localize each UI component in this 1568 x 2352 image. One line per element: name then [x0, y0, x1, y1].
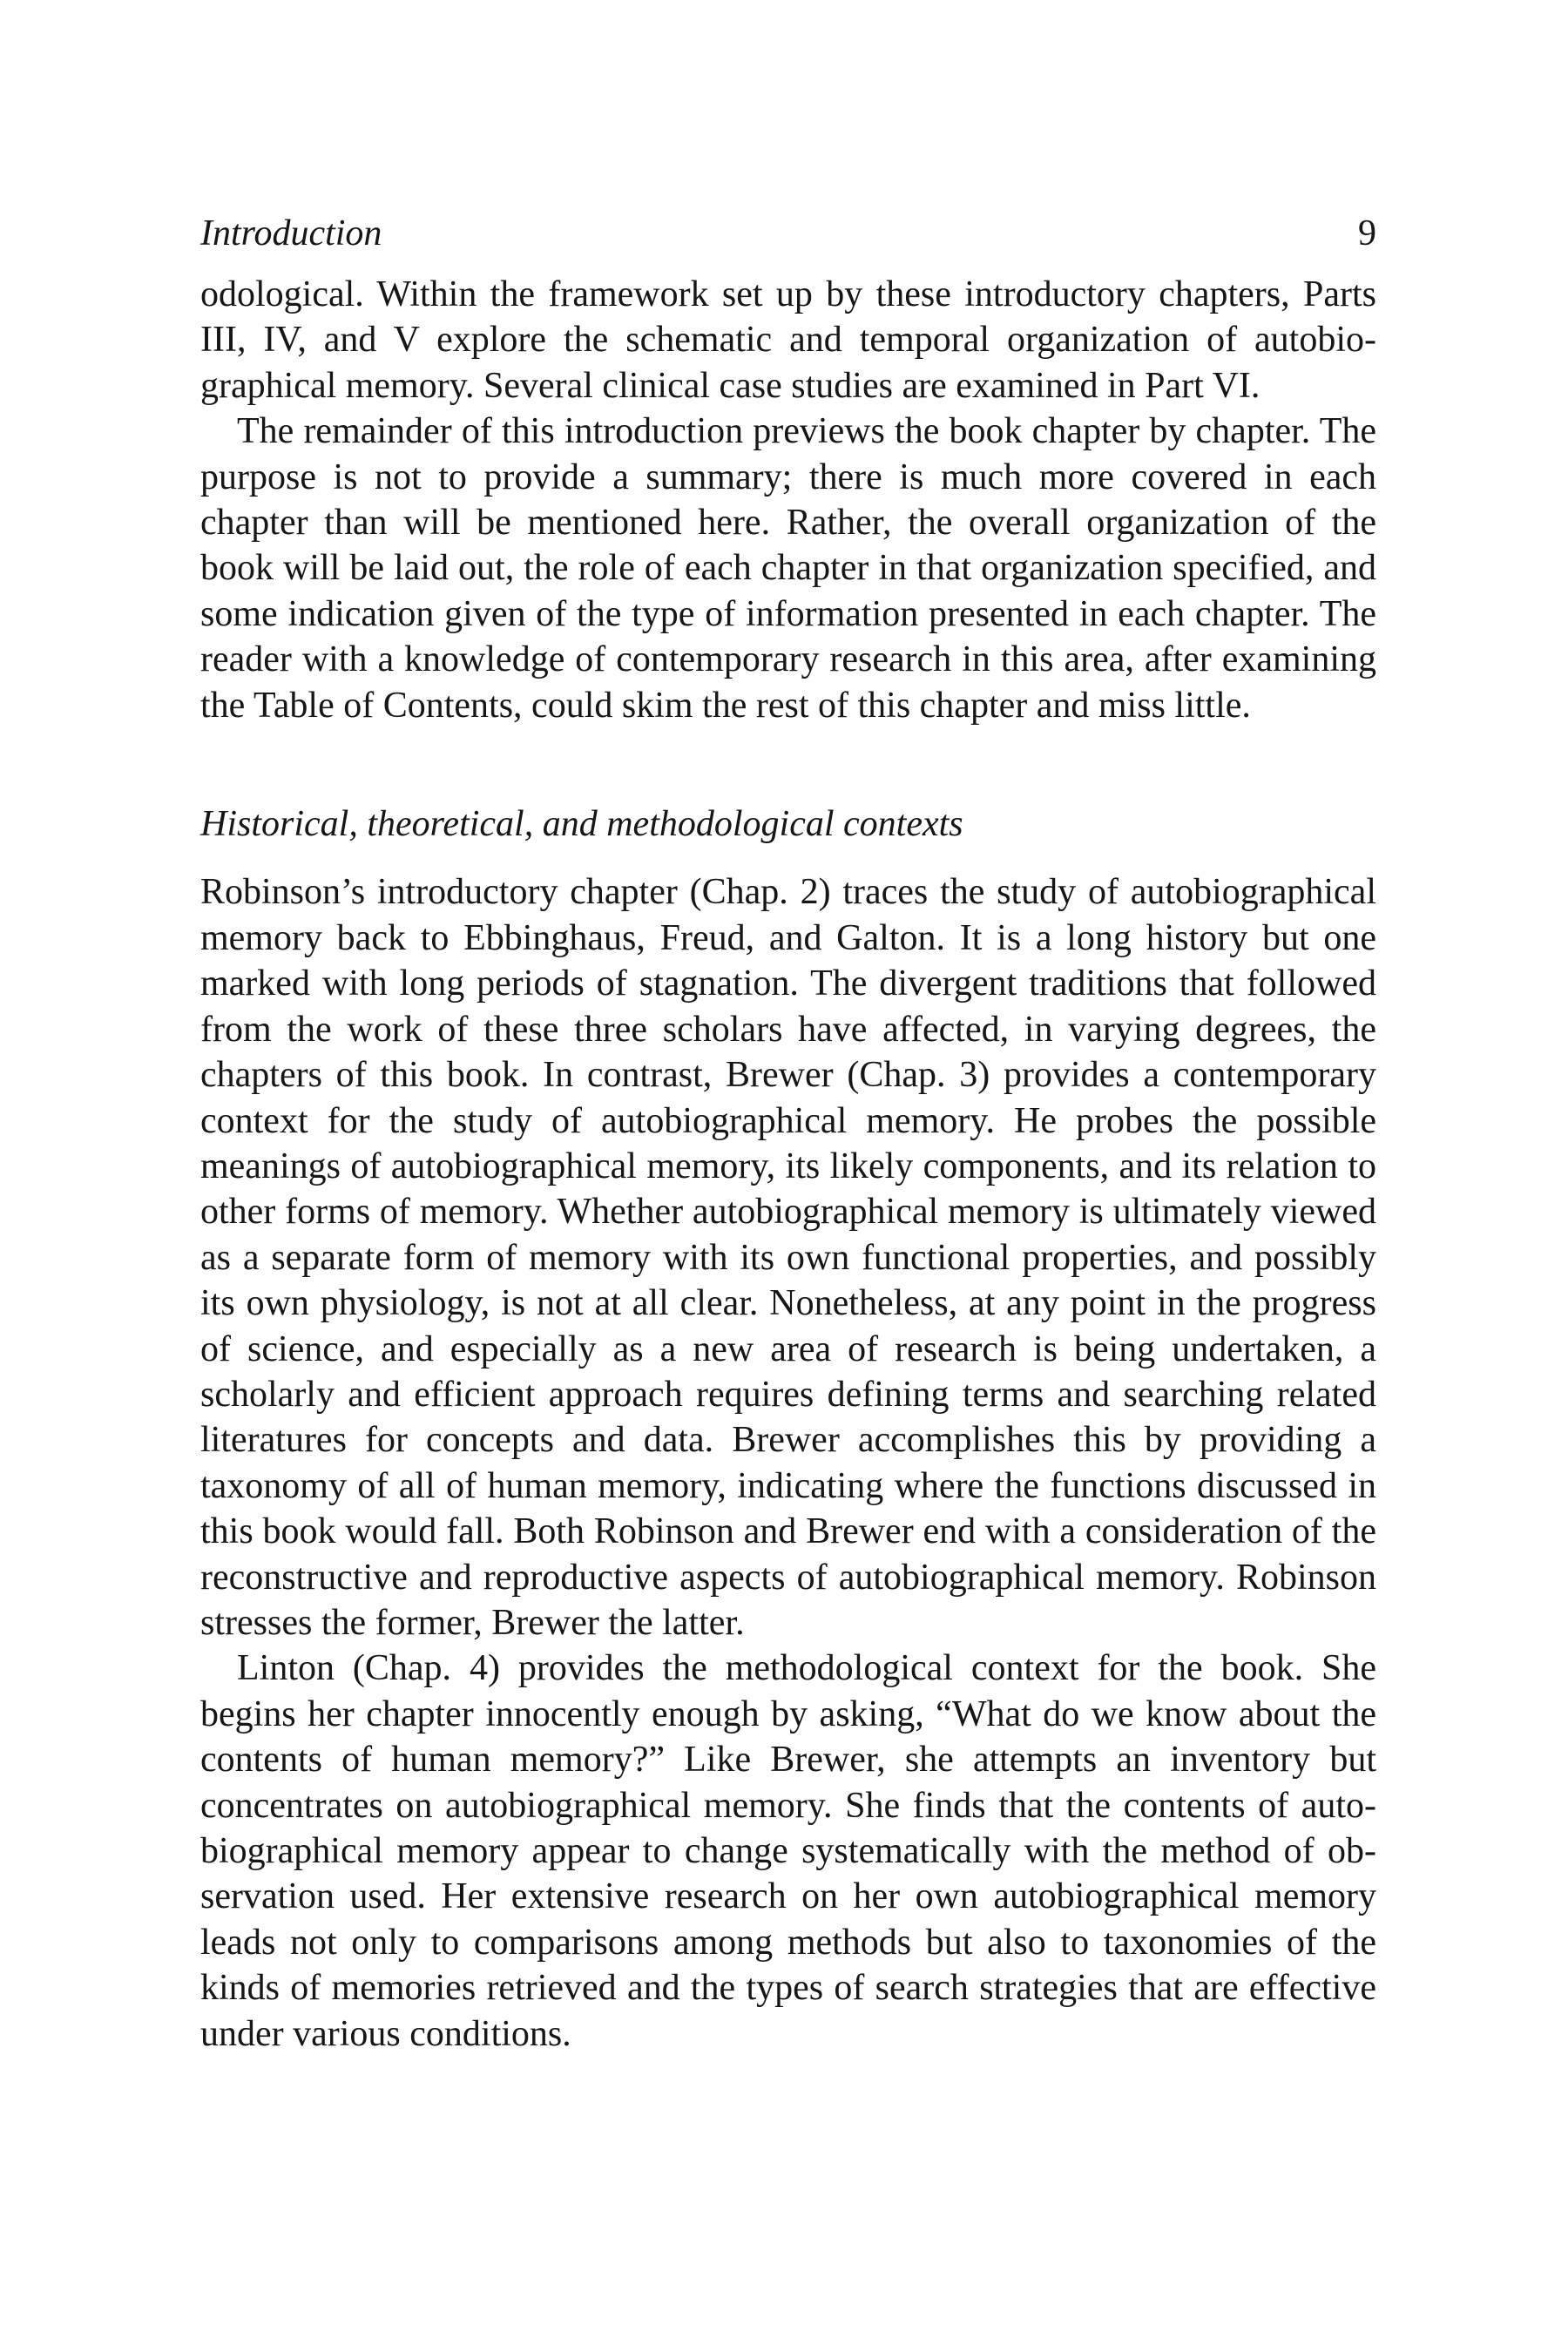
- section-heading: Historical, theoretical, and methodological contexts: [200, 804, 963, 845]
- running-head: [200, 207, 1376, 260]
- paragraph-continuation: odological. Within the framework set up by these introductory chapters, Parts III, IV, and V explore the schematic and temporal organization of autobiographical memory. Several clinical case studies are examined in Part VI.: [200, 274, 1376, 406]
- paragraph-preview: The remainder of this introduction previews the book chapter by chapter. The purpose is not to provide a summary; there is much more covered in each chapter than will be mentioned here. Rather, the overall organization of the book will be laid out, the role of each chapter in that organization specified, and some indication given of the type of information presented in each chapter. The reader with a knowledge of contemporary research in this area, after examining the Table of Contents, could skim the rest of this chapter and miss little.: [200, 411, 1376, 726]
- page-number: 9: [1358, 213, 1376, 253]
- paragraph-robinson-brewer: Robinson’s introductory chapter (Chap. 2) traces the study of autobiographical memory back to Ebbinghaus, Freud, and Galton. It is a long history but one marked with long periods of stagnation. The divergent traditions that followed from the work of these three scholars have affected, in varying degrees, the chapters of this book. In contrast, Brewer (Chap. 3) provides a contemporary context for the study of autobiographical memory. He probes the possible meanings of autobiographical memory, its likely components, and its relation to other forms of memory. Whether autobiographical memory is ultimately viewed as a separate form of memory with its own functional properties, and possibly its own physiology, is not at all clear. Nonetheless, at any point in the progress of science, and especially as a new area of research is being undertaken, a scholarly and efficient approach requires defining terms and searching related literatures for concepts and data. Brewer accomplishes this by providing a taxonomy of all of human memory, indicating where the functions discussed in this book would fall. Both Robinson and Brewer end with a consideration of the reconstructive and reproductive aspects of autobiographical memory. Robinson stresses the former, Brewer the latter.: [200, 872, 1376, 1643]
- running-head-title: Introduction: [200, 213, 382, 253]
- body-text: [200, 272, 1376, 2057]
- paragraph-linton: Linton (Chap. 4) provides the methodological context for the book. She begins her chapter innocently enough by asking, “What do we know about the contents of human memory?” Like Brewer, she attempts an inventory but concentrates on autobiographical memory. She finds that the contents of autobiographical memory appear to change systematically with the method of observation used. Her extensive research on her own autobiographical memory leads not only to comparisons among methods but also to taxonomies of the kinds of memories retrieved and the types of search strategies that are effective under various conditions.: [200, 1648, 1376, 2054]
